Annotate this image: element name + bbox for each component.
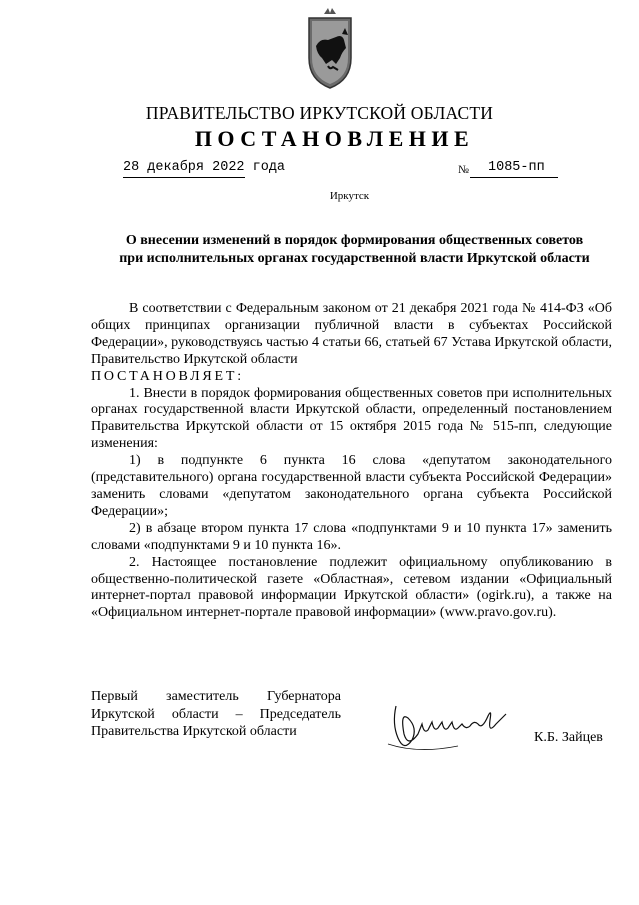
document-number: 1085-пп [488, 160, 545, 175]
date-underline [123, 177, 245, 178]
item-1-subitem-2: 2) в абзаце втором пункта 17 слова «подпунктами 9 и 10 пункта 17» заменить словами «подпунктами 9 и 10 пункта 16». [91, 520, 612, 553]
position-word: области [171, 706, 219, 722]
document-type: ПОСТАНОВЛЕНИЕ [194, 126, 475, 151]
signatory-position [91, 688, 341, 741]
signatory-name: К.Б. Зайцев [534, 730, 603, 745]
number-underline [470, 177, 558, 178]
handwritten-signature-icon [378, 694, 528, 756]
position-word: – [235, 706, 243, 722]
position-line-2 [91, 706, 341, 724]
item-1: 1. Внести в порядок формирования общественных советов при исполнительных органах государственной власти Иркутской области, определенный постановлением Правительства Иркутской области от 15 октября 2015 года № 515-пп, следующие изменения: [91, 385, 612, 452]
preamble: В соответствии с Федеральным законом от 21 декабря 2021 года № 414-ФЗ «Об общих принципах организации публичной власти в субъектах Российской Федерации», руководствуясь частью 4 статьи 66, статьей 67 Устава Иркутской области, Правительство Иркутской области [91, 301, 612, 367]
document-body [91, 301, 612, 622]
position-word: Иркутской [91, 706, 155, 722]
position-word: Губернатора [266, 689, 341, 704]
city: Иркутск [329, 190, 370, 202]
position-word: Председатель [259, 706, 341, 722]
title-line-2: при исполнительных органах государственной власти Иркутской области [119, 250, 590, 266]
position-line-3: Правительства Иркутской области [91, 724, 297, 739]
position-word: Первый [91, 689, 138, 704]
document-date: 28 декабря 2022 года [123, 160, 286, 175]
position-line-1 [91, 688, 341, 706]
position-word: заместитель [166, 689, 239, 704]
item-1-subitem-1: 1) в подпункте 6 пункта 16 слова «депутатом законодательного (представительного) органа государственной власти субъекта Российской Федерации» заменить словами «депутатом законодательного органа субъекта Российской Федерации»; [91, 453, 612, 519]
item-2: 2. Настоящее постановление подлежит официальному опубликованию в общественно-политической газете «Областная», сетевом издании «Официальный интернет-портал правовой информации Иркутской области» (ogirk.ru), а также на «Официальном интернет-портале правовой информации» (www.pravo.gov.ru). [91, 554, 612, 621]
document-title [95, 232, 614, 267]
number-sign: № [458, 164, 469, 176]
decree-word: ПОСТАНОВЛЯЕТ: [91, 368, 244, 384]
title-line-1: О внесении изменений в порядок формирования общественных советов [125, 233, 584, 248]
government-name: ПРАВИТЕЛЬСТВО ИРКУТСКОЙ ОБЛАСТИ [145, 103, 494, 123]
coat-of-arms-icon [302, 4, 358, 94]
